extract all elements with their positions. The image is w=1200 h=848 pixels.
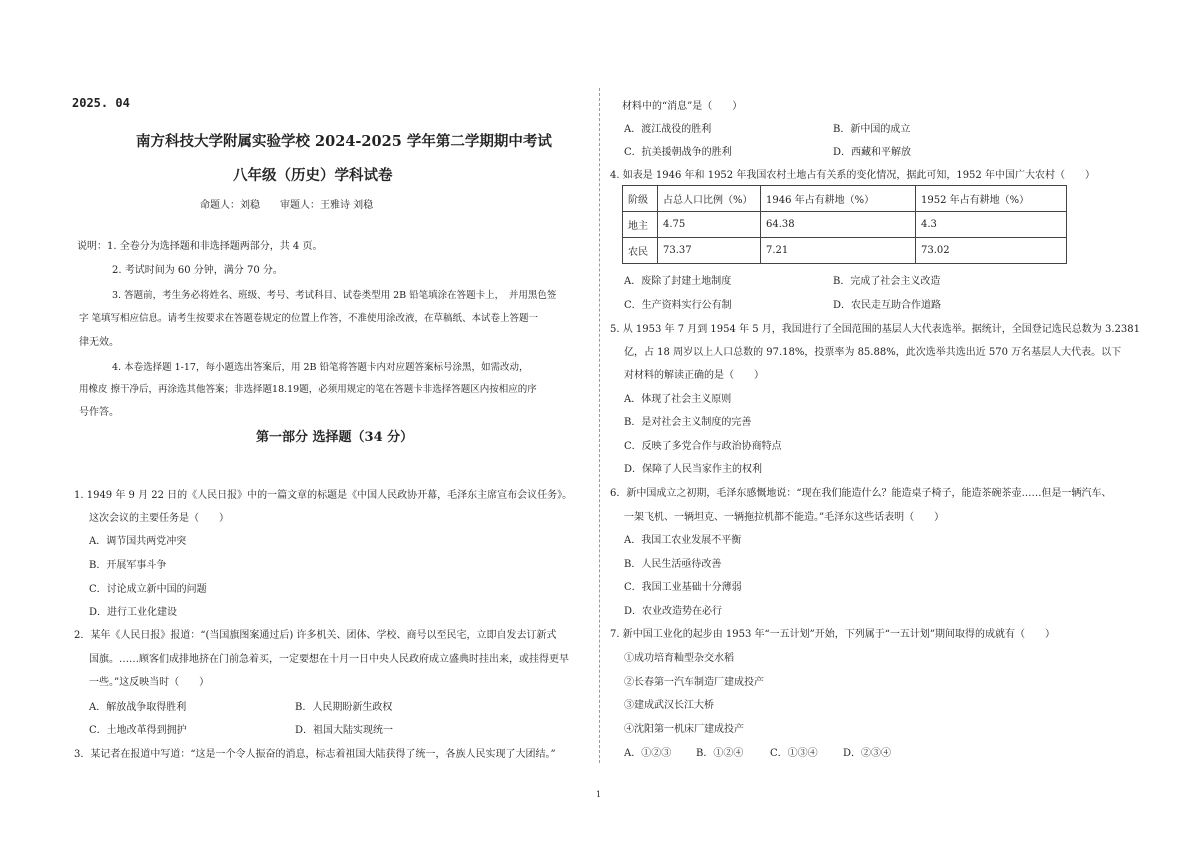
option-d: D．西藏和平解放 bbox=[833, 147, 912, 158]
option-c: C．土地改革得到拥护 bbox=[89, 725, 187, 736]
instruction-line: 字 笔填写相应信息。请考生按要求在答题卷规定的位置上作答，不准使用涂改液，在草稿纸、本试卷上答题一 bbox=[79, 313, 539, 324]
option-b: B．新中国的成立 bbox=[833, 124, 911, 135]
question-stem: 1. 1949 年 9 月 22 日的《人民日报》中的一篇文章的标题是《中国人民政协开幕，毛泽东主席宣布会议任务》。 bbox=[74, 490, 573, 501]
table-header-row bbox=[623, 186, 1067, 212]
statement-item: ④沈阳第一机床厂建成投产 bbox=[624, 724, 744, 735]
exam-authors: 命题人：刘稳 审题人：王雅诗 刘稳 bbox=[200, 200, 374, 211]
option-c: C．抗美援朝战争的胜利 bbox=[624, 147, 732, 158]
instruction-line: 用橡皮 擦干净后，再涂选其他答案；非选择题18.19题，必须用规定的笔在答题卡非选择答题区内按相应的序 bbox=[79, 384, 537, 395]
land-table bbox=[622, 185, 1067, 264]
option-b: B．开展军事斗争 bbox=[89, 560, 167, 571]
option-b: B．人民期盼新生政权 bbox=[295, 702, 393, 713]
instruction-line: 号作答。 bbox=[79, 407, 119, 418]
table-header-cell: 占总人口比例（%） bbox=[658, 186, 761, 212]
table-header-cell: 1946 年占有耕地（%） bbox=[761, 186, 916, 212]
option-d: D．进行工业化建设 bbox=[89, 607, 178, 618]
option-d: D．农业改造势在必行 bbox=[624, 606, 723, 617]
table-cell: 地主 bbox=[623, 212, 658, 238]
question-3-stem: 3．某记者在报道中写道：“这是一个令人振奋的消息，标志着祖国大陆获得了统一，各族人民实现了大团结。” bbox=[74, 749, 556, 760]
option-c: C．生产资料实行公有制 bbox=[624, 300, 732, 311]
option-b: B．①②④ bbox=[696, 748, 744, 759]
instruction-line: 说明：1. 全卷分为选择题和非选择题两部分，共 4 页。 bbox=[77, 241, 323, 252]
question-stem: 国旗。……顾客们成排地挤在门前急着买，一定要想在十月一日中央人民政府成立盛典时挂出来，或挂得更早 bbox=[89, 654, 569, 665]
option-d: D．②③④ bbox=[843, 748, 892, 759]
instruction-line: 律无效。 bbox=[79, 337, 119, 348]
question-stem: 一架飞机、一辆坦克、一辆拖拉机都不能造。”毛泽东这些话表明（ ） bbox=[624, 512, 945, 523]
table-cell: 64.38 bbox=[761, 212, 916, 238]
option-a: A．调节国共两党冲突 bbox=[89, 536, 187, 547]
question-stem: 7. 新中国工业化的起步由 1953 年“一五计划”开始，下列属于“一五计划”期间取得的成就有（ ） bbox=[610, 629, 1055, 640]
option-a: A．废除了封建土地制度 bbox=[624, 276, 732, 287]
option-c: C．我国工业基础十分薄弱 bbox=[624, 582, 742, 593]
question-stem: 材料中的“消息”是（ ） bbox=[622, 101, 743, 112]
exam-title: 南方科技大学附属实验学校 2024-2025 学年第二学期期中考试 bbox=[136, 133, 552, 150]
page-number: 1 bbox=[596, 790, 602, 799]
option-b: B．完成了社会主义改造 bbox=[833, 276, 941, 287]
question-stem: 2．某年《人民日报》报道：“(当国旗图案通过后) 许多机关、团体、学校、商号以至民宅，立即自发去订新式 bbox=[74, 630, 557, 641]
exam-subtitle: 八年级（历史）学科试卷 bbox=[233, 167, 393, 184]
option-c: C．讨论成立新中国的问题 bbox=[89, 584, 207, 595]
instruction-line: 4. 本卷选择题 1-17，每小题选出答案后，用 2B 铅笔将答题卡内对应题答案标号涂黑，如需改动， bbox=[112, 362, 529, 373]
option-d: D．祖国大陆实现统一 bbox=[295, 725, 394, 736]
question-stem: 这次会议的主要任务是（ ） bbox=[89, 513, 229, 524]
option-c: C．反映了多党合作与政治协商特点 bbox=[624, 441, 782, 452]
statement-item: ①成功培育籼型杂交水稻 bbox=[624, 653, 734, 664]
question-stem: 一些。”这反映当时（ ） bbox=[89, 677, 210, 688]
instruction-line: 3. 答题前，考生务必将姓名、班级、考号、考试科目、试卷类型用 2B 铅笔填涂在答题卡上， 并用黑色签 bbox=[112, 290, 557, 301]
column-divider bbox=[599, 88, 600, 763]
table-row bbox=[623, 238, 1067, 264]
section-title: 第一部分 选择题（34 分） bbox=[256, 430, 414, 445]
option-c: C．①③④ bbox=[770, 748, 818, 759]
question-stem: 6．新中国成立之初期，毛泽东感慨地说：“现在我们能造什么？能造桌子椅子，能造茶碗茶壶……但是一辆汽车、 bbox=[610, 488, 1112, 499]
option-a: A．我国工农业发展不平衡 bbox=[624, 535, 742, 546]
question-stem: 亿，占 18 周岁以上人口总数的 97.18%，投票率为 85.88%，此次选举共选出近 570 万名基层人大代表。以下 bbox=[624, 347, 1122, 358]
question-stem: 对材料的解读正确的是（ ） bbox=[624, 370, 764, 381]
exam-date: 2025. 04 bbox=[72, 96, 130, 110]
table-header-cell: 阶级 bbox=[623, 186, 658, 212]
table-cell: 7.21 bbox=[761, 238, 916, 264]
option-d: D．保障了人民当家作主的权利 bbox=[624, 464, 763, 475]
option-a: A．渡江战役的胜利 bbox=[624, 124, 712, 135]
statement-item: ②长春第一汽车制造厂建成投产 bbox=[624, 677, 764, 688]
table-cell: 4.3 bbox=[916, 212, 1067, 238]
table-cell: 4.75 bbox=[658, 212, 761, 238]
option-a: A．体现了社会主义原则 bbox=[624, 394, 732, 405]
option-b: B．人民生活亟待改善 bbox=[624, 559, 722, 570]
table-row bbox=[623, 212, 1067, 238]
question-stem: 5. 从 1953 年 7 月到 1954 年 5 月，我国进行了全国范围的基层人大代表选举。据统计，全国登记选民总数为 3.2381 bbox=[610, 324, 1140, 335]
option-a: A．①②③ bbox=[624, 748, 672, 759]
statement-item: ③建成武汉长江大桥 bbox=[624, 700, 714, 711]
table-header-cell: 1952 年占有耕地（%） bbox=[916, 186, 1067, 212]
option-a: A．解放战争取得胜利 bbox=[89, 702, 187, 713]
question-stem: 4. 如表是 1946 年和 1952 年我国农村土地占有关系的变化情况，据此可知，1952 年中国广大农村（ ） bbox=[610, 170, 1095, 181]
option-d: D．农民走互助合作道路 bbox=[833, 300, 942, 311]
table-cell: 农民 bbox=[623, 238, 658, 264]
instruction-line: 2. 考试时间为 60 分钟，满分 70 分。 bbox=[112, 265, 283, 276]
option-b: B．是对社会主义制度的完善 bbox=[624, 417, 752, 428]
table-cell: 73.02 bbox=[916, 238, 1067, 264]
table-cell: 73.37 bbox=[658, 238, 761, 264]
